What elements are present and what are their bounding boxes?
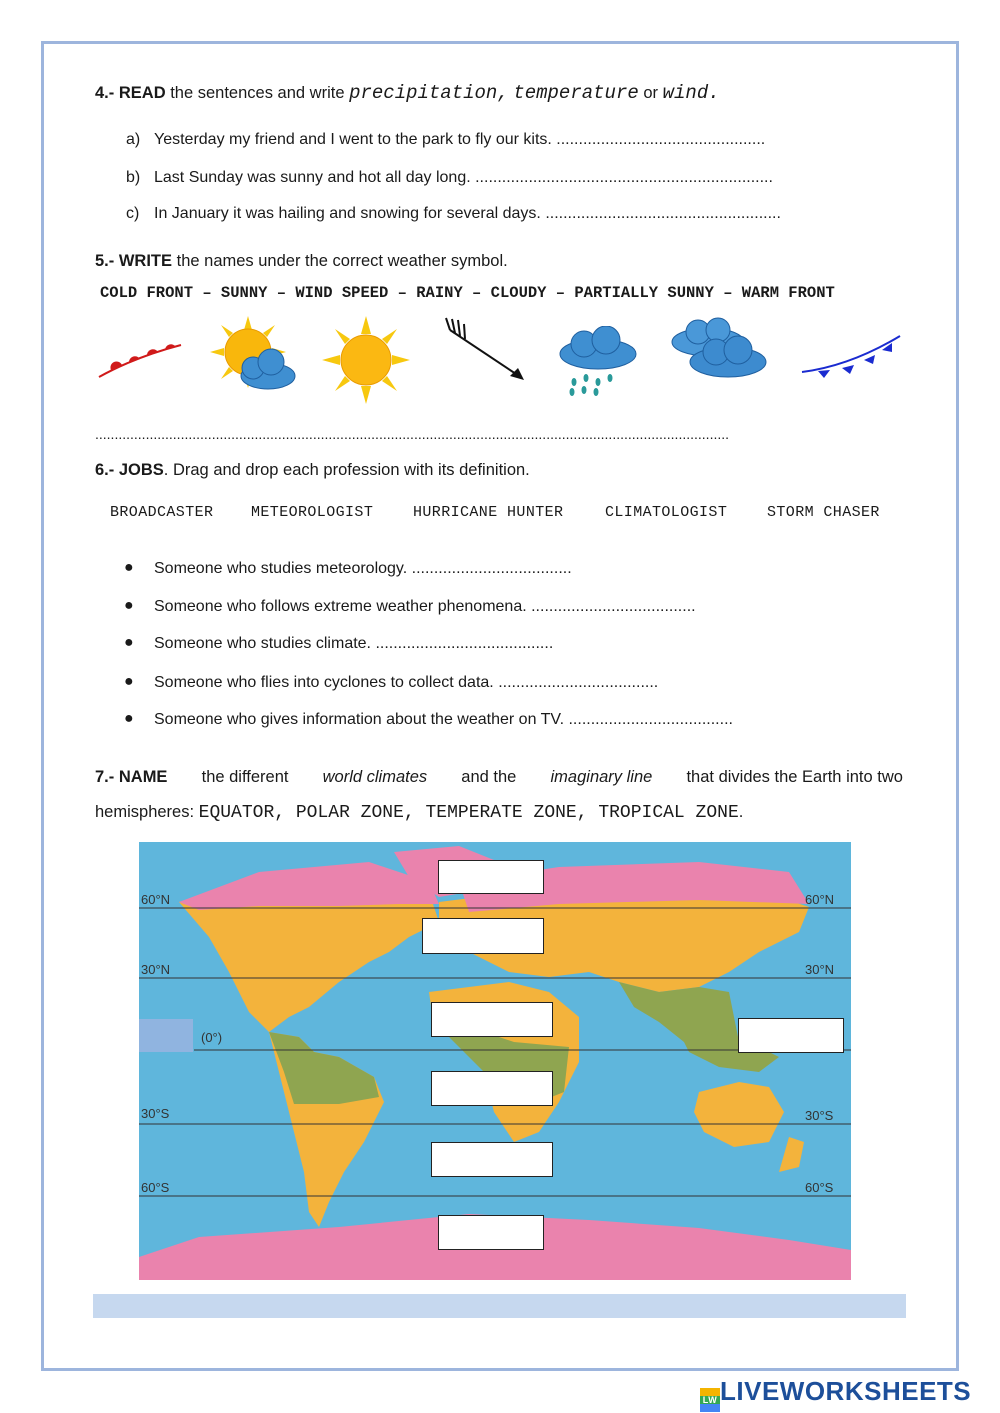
q4-item-b: b) <box>126 169 141 186</box>
q5-instruction: 5.- WRITE the names under the correct weather symbol. <box>95 252 508 270</box>
q6-definition-1: Someone who studies meteorology. .................................... <box>154 560 572 577</box>
q6-definition-4: Someone who flies into cyclones to collect data. .................................... <box>154 674 659 691</box>
job-meteorologist[interactable]: METEOROLOGIST <box>251 504 374 521</box>
logo-icon: LW <box>700 1388 720 1412</box>
rainy-icon <box>556 326 640 398</box>
answer-box-temperate-south[interactable] <box>431 1142 553 1177</box>
q6-definition-3: Someone who studies climate. ........................................ <box>154 635 554 652</box>
q4-instruction: 4.- READ the sentences and write precipitation, temperature or wind. <box>95 82 720 104</box>
label-60s-right: 60°S <box>805 1180 834 1195</box>
q4-item-a-text: Yesterday my friend and I went to the park to fly our kits. ............................................... <box>154 131 766 148</box>
label-30s-right: 30°S <box>805 1108 834 1123</box>
warm-front-icon <box>800 330 904 380</box>
label-30s-left: 30°S <box>141 1106 170 1121</box>
q5-word-bank: COLD FRONT – SUNNY – WIND SPEED – RAINY – CLOUDY – PARTIALLY SUNNY – WARM FRONT <box>100 284 835 302</box>
label-60n-left: 60°N <box>141 892 171 907</box>
label-60s-left: 60°S <box>141 1180 170 1195</box>
q7-instruction-line2: hemispheres: EQUATOR, POLAR ZONE, TEMPERATE ZONE, TROPICAL ZONE. <box>95 803 744 823</box>
sunny-icon <box>320 314 412 406</box>
bullet: ● <box>124 710 134 727</box>
q4-item-c: c) <box>126 205 140 222</box>
q5-answer-line[interactable]: ................................................................................................................................................................... <box>95 426 730 442</box>
answer-box-temperate-north[interactable] <box>422 918 544 954</box>
bullet: ● <box>124 559 134 576</box>
partially-sunny-icon <box>208 312 300 396</box>
bullet: ● <box>124 634 134 651</box>
q6-instruction: 6.- JOBS. Drag and drop each profession with its definition. <box>95 461 530 479</box>
label-30n-left: 30°N <box>141 962 171 977</box>
answer-box-polar-south[interactable] <box>438 1215 544 1250</box>
answer-box-tropical-north[interactable] <box>431 1002 553 1037</box>
q7-instruction-line1: 7.- NAME the different world climates and the imaginary line that divides the Earth into two <box>95 768 903 786</box>
label-equator-deg: (0°) <box>201 1030 223 1045</box>
q4-item-a: a) <box>126 131 141 148</box>
job-broadcaster[interactable]: BROADCASTER <box>110 504 214 521</box>
q4-item-b-text: Last Sunday was sunny and hot all day long. ................................................................... <box>154 169 773 186</box>
label-60n-right: 60°N <box>805 892 835 907</box>
answer-box-tropical-south[interactable] <box>431 1071 553 1106</box>
wind-speed-icon <box>440 314 530 386</box>
equator-drop-slot[interactable] <box>139 1019 193 1052</box>
cloudy-icon <box>668 316 770 382</box>
job-hurricane-hunter[interactable]: HURRICANE HUNTER <box>413 504 564 521</box>
q4-item-c-text: In January it was hailing and snowing for several days. ..................................................... <box>154 205 781 222</box>
answer-box-equator[interactable] <box>738 1018 844 1053</box>
q6-definition-2: Someone who follows extreme weather phenomena. ..................................... <box>154 598 696 615</box>
q6-definition-5: Someone who gives information about the weather on TV. ..................................... <box>154 711 733 728</box>
job-climatologist[interactable]: CLIMATOLOGIST <box>605 504 728 521</box>
footer-bar <box>93 1294 906 1318</box>
bullet: ● <box>124 597 134 614</box>
label-30n-right: 30°N <box>805 962 835 977</box>
bullet: ● <box>124 673 134 690</box>
answer-box-polar-north[interactable] <box>438 860 544 894</box>
job-storm-chaser[interactable]: STORM CHASER <box>767 504 880 521</box>
cold-front-icon <box>95 335 187 385</box>
liveworksheets-logo: LW LIVEWORKSHEETS <box>700 1376 971 1412</box>
